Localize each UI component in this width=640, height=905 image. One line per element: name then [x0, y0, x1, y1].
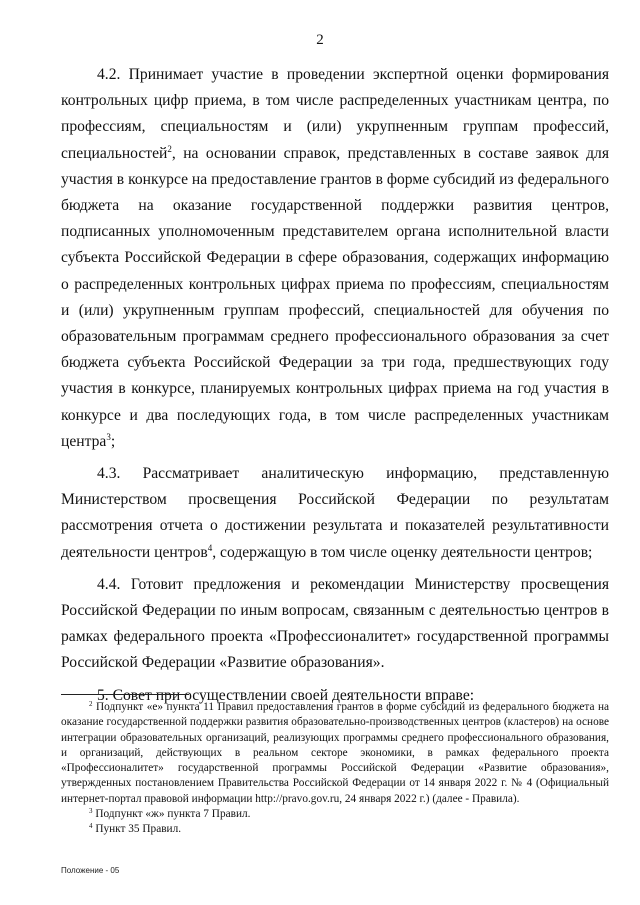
footnote-ref-2: 2 — [167, 143, 172, 154]
paragraph-4-2-text-b: , на основании справок, представленных в составе заявок для участия в конкурсе на предоставление грантов в форме субсидий из федерального бюджета на оказание государственной поддержки развития центров, подписанных уполномоченным представителем органа исполнительной власти субъекта Российской Федерации в сфере образования, содержащих информацию о распределенных контрольных цифрах приема по профессиям, специальностям и (или) укрупненным группам профессий, специальностей для обучения по образовательным программам среднего профессионального образования за счет бюджета субъекта Российской Федерации за три года, предшествующих году участия в конкурсе, планируемых контрольных цифрах приема на год участия в конкурсе и два последующих года, в том числе распределенных участникам центра — [61, 144, 609, 450]
footnote-marker: 2 — [89, 700, 93, 708]
paragraph-4-2-text-a: 4.2. Принимает участие в проведении экспертной оценки формирования контрольных цифр приема, в том числе распределенных участникам центра, по профессиям, специальностям и (или) укрупненным группам профессий, специальностей — [61, 66, 609, 162]
paragraph-4-2 — [61, 62, 609, 455]
footnote-ref-3: 3 — [106, 431, 111, 442]
footnote-4 — [61, 822, 609, 837]
footnote-3 — [61, 807, 609, 822]
document-body — [61, 62, 609, 709]
footnote-separator — [61, 694, 189, 695]
footnote-marker: 4 — [89, 822, 93, 831]
footnote-marker: 3 — [89, 807, 93, 816]
paragraph-4-3-text-a: 4.3. Рассматривает аналитическую информацию, представленную Министерством просвещения Российской Федерации по результатам рассмотрения отчета о достижении результата и показателей результативности деятельности центров — [61, 465, 609, 561]
page-number: 2 — [316, 32, 324, 48]
footer-code: Положение - 05 — [61, 866, 120, 875]
footnotes — [61, 700, 609, 838]
paragraph-4-4: 4.4. Готовит предложения и рекомендации Министерству просвещения Российской Федерации по иным вопросам, связанным с деятельностью центров в рамках федерального проекта «Профессионалитет» государственной программы Российской Федерации «Развитие образования». — [61, 575, 609, 672]
footnote-text: Подпункт «ж» пункта 7 Правил. — [92, 808, 251, 821]
footnote-2 — [61, 700, 609, 807]
paragraph-4-2-text-c: ; — [110, 432, 116, 450]
footnote-text: Пункт 35 Правил. — [92, 823, 182, 836]
paragraph-4-3 — [61, 461, 609, 566]
footnote-ref-4: 4 — [207, 542, 213, 553]
paragraph-4-3-text-b: , содержащую в том числе оценку деятельности центров; — [212, 543, 593, 561]
footnote-text: Подпункт «е» пункта 11 Правил предоставления грантов в форме субсидий из федерального бюджета на оказание государственной поддержки развития образовательно-производственных центров (кластеров) на основе интеграции образовательных организаций, реализующих программы среднего профессионального образования, и организаций, действующих в реальном секторе экономики, в рамках федерального проекта «Профессионалитет» государственной программы Российской Федерации «Развитие образования», утвержденных постановлением Правительства Российской Федерации от 14 января 2022 г. № 4 (Официальный интернет-портал правовой информации http://pravo.gov.ru, 24 января 2022 г.) (далее - Правила). — [61, 701, 609, 805]
paragraph-5: 5. Совет при осуществлении своей деятельности вправе: — [97, 686, 475, 704]
